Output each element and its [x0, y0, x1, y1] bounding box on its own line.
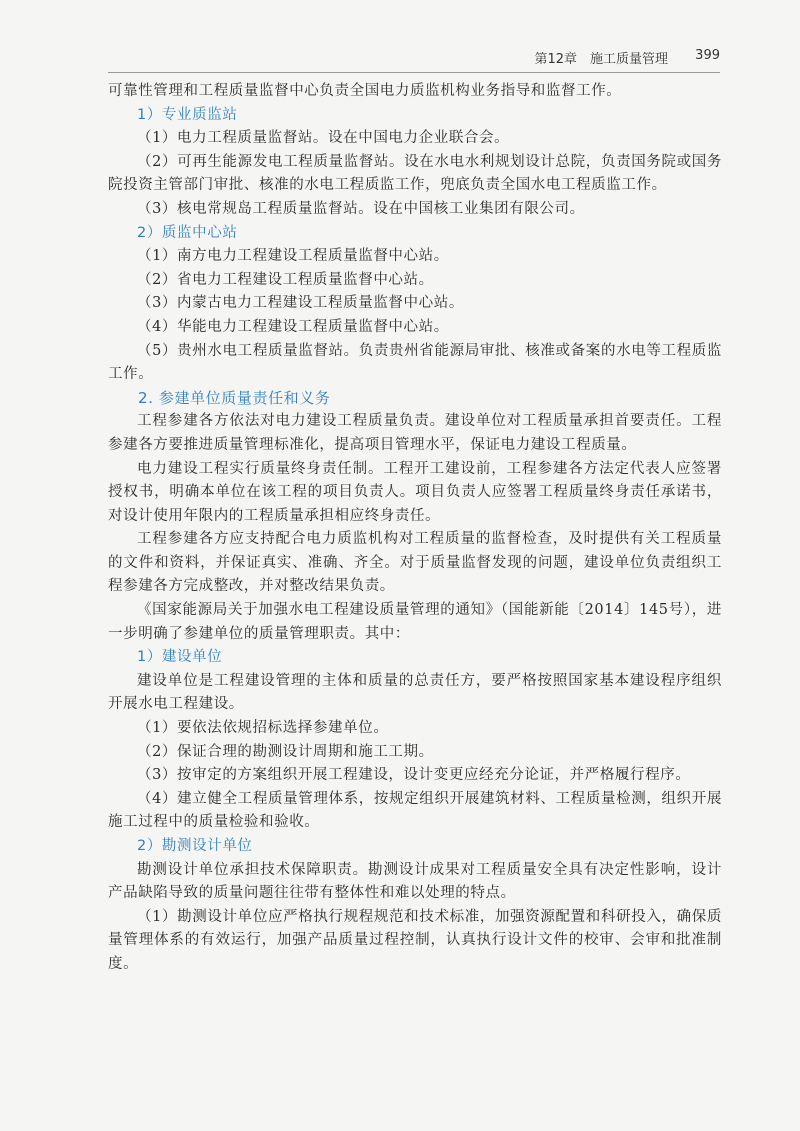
list-item: （4）华能电力工程建设工程质量监督中心站。: [137, 318, 449, 335]
list-item: （3）核电常规岛工程质量监督站。设在中国核工业集团有限公司。: [137, 200, 585, 217]
list-item: （5）贵州水电工程质量监督站。负责贵州省能源局审批、核准或备案的水电等工程质监工作。: [108, 342, 722, 383]
subsection-heading: 2）勘测设计单位: [137, 838, 253, 854]
running-head-chapter: 第12章 施工质量管理: [534, 52, 668, 67]
list-item: （1）南方电力工程建设工程质量监督中心站。: [137, 248, 449, 265]
subsection-heading: 1）建设单位: [137, 649, 223, 666]
subsection-heading: 2）质监中心站: [137, 224, 238, 241]
paragraph: 电力建设工程实行质量终身责任制。工程开工建设前，工程参建各方法定代表人应签署授权书，明确本单位在该工程的项目负责人。项目负责人应签署工程质量终身责任承诺书，对设计使用年限内的工程质量承担相应终身责任。: [108, 460, 722, 524]
list-item: （1）电力工程质量监督站。设在中国电力企业联合会。: [137, 130, 510, 147]
paragraph: 建设单位是工程建设管理的主体和质量的总责任方，要严格按照国家基本建设程序组织开展水电工程建设。: [108, 672, 722, 713]
paragraph: 工程参建各方应支持配合电力质监机构对工程质量的监督检查，及时提供有关工程质量的文件和资料，并保证真实、准确、齐全。对于质量监督发现的问题，建设单位负责组织工程参建各方完成整改，并对整改结果负责。: [108, 531, 722, 595]
page-body: [108, 80, 722, 977]
list-item: （2）保证合理的勘测设计周期和施工工期。: [137, 743, 434, 760]
list-item: （1）要依法依规招标选择参建单位。: [137, 720, 389, 737]
paragraph: 《国家能源局关于加强水电工程建设质量管理的通知》（国能新能〔2014〕145号），进一步明确了参建单位的质量管理职责。其中：: [108, 602, 722, 642]
page-header: [108, 44, 720, 73]
subsection-heading: 1）专业质监站: [137, 106, 238, 123]
list-item: （2）省电力工程建设工程质量监督中心站。: [137, 271, 434, 288]
list-item: （4）建立健全工程质量管理体系，按规定组织开展建筑材料、工程质量检测，组织开展施工过程中的质量检验和验收。: [108, 790, 722, 831]
list-item: （3）内蒙古电力工程建设工程质量监督中心站。: [137, 295, 464, 312]
page-number: 399: [695, 48, 720, 63]
section-heading: 2. 参建单位质量责任和义务: [138, 388, 331, 407]
paragraph: 工程参建各方依法对电力建设工程质量负责。建设单位对工程质量承担首要责任。工程参建各方要推进质量管理标准化，提高项目管理水平，保证电力建设工程质量。: [108, 413, 722, 453]
paragraph: 勘测设计单位承担技术保障职责。勘测设计成果对工程质量安全具有决定性影响，设计产品缺陷导致的质量问题往往带有整体性和难以处理的特点。: [108, 861, 722, 902]
paragraph: 可靠性管理和工程质量监督中心负责全国电力质监机构业务指导和监督工作。: [108, 83, 622, 99]
list-item: （2）可再生能源发电工程质量监督站。设在水电水利规划设计总院，负责国务院或国务院投资主管部门审批、核准的水电工程质监工作，兜底负责全国水电工程质监工作。: [108, 153, 722, 194]
list-item: （1）勘测设计单位应严格执行规程规范和技术标准，加强资源配置和科研投入，确保质量管理体系的有效运行，加强产品质量过程控制，认真执行设计文件的校审、会审和批准制度。: [108, 908, 722, 972]
list-item: （3）按审定的方案组织开展工程建设，设计变更应经充分论证，并严格履行程序。: [137, 767, 691, 784]
